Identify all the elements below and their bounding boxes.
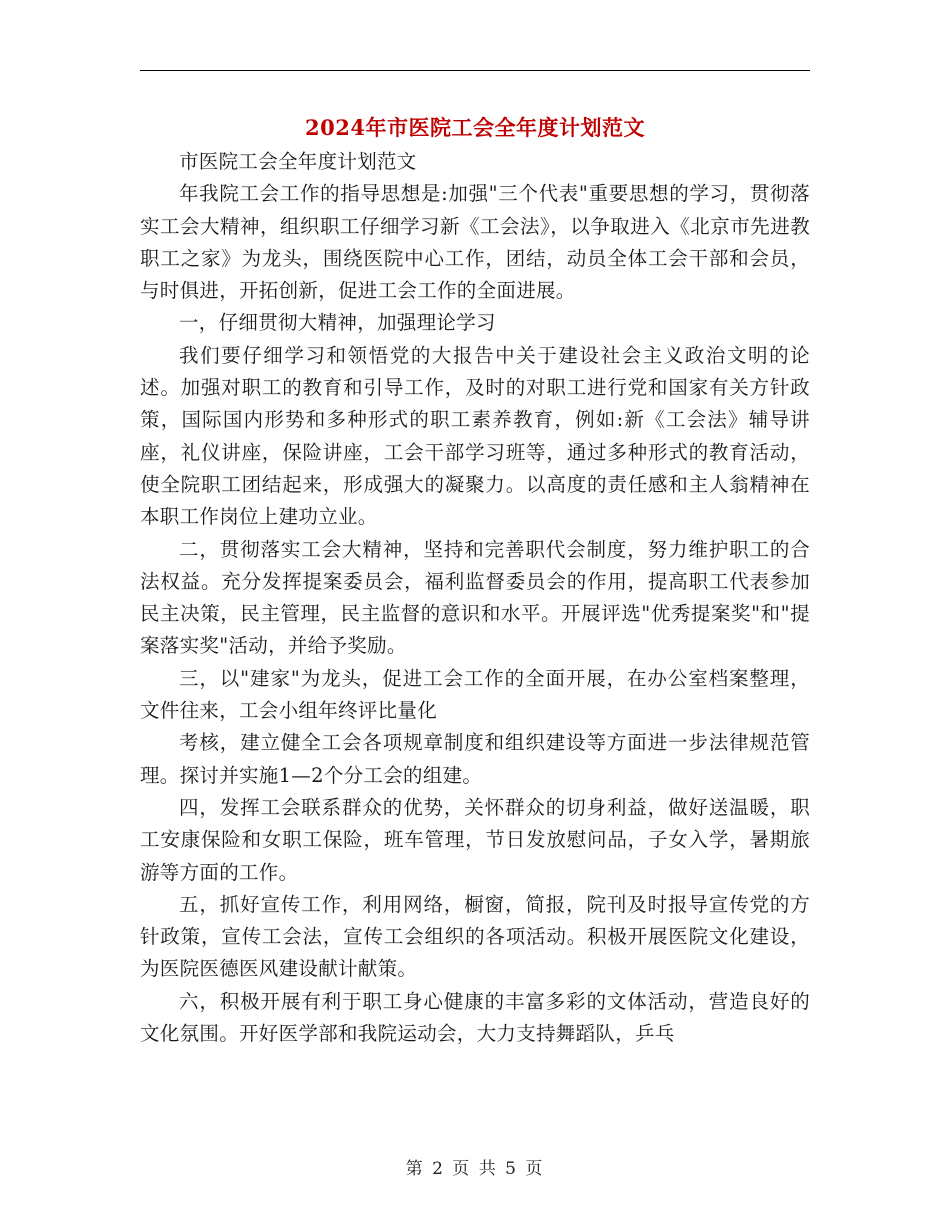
header-rule [140, 70, 810, 71]
subtitle-paragraph: 市医院工会全年度计划范文 [179, 150, 417, 173]
section-paragraph-6: 六，积极开展有利于职工身心健康的丰富多彩的文体活动，营造良好的文化氛围。开好医学部和我院运动会，大力支持舞蹈队，乒乓 [140, 989, 810, 1046]
section-paragraph-3: 三，以"建家"为龙头，促进工会工作的全面开展，在办公室档案整理，文件往来，工会小组年终评比量化 [140, 666, 810, 723]
section-heading-1: 一，仔细贯彻大精神，加强理论学习 [179, 311, 496, 335]
document-body [140, 146, 810, 1050]
body-paragraph: 考核，建立健全工会各项规章制度和组织建设等方面进一步法律规范管理。探讨并实施1—2个分工会的组建。 [140, 731, 810, 787]
document-title: 2024年市医院工会全年度计划范文 [305, 115, 645, 140]
section-paragraph-5: 五，抓好宣传工作，利用网络，橱窗，简报，院刊及时报导宣传党的方针政策，宣传工会法，宣传工会组织的各项活动。积极开展医院文化建设，为医院医德医风建设献计献策。 [140, 892, 810, 981]
section-paragraph-4: 四，发挥工会联系群众的优势，关怀群众的切身利益，做好送温暖，职工安康保险和女职工保险，班车管理，节日发放慰问品，子女入学，暑期旅游等方面的工作。 [140, 795, 810, 884]
page-number-footer: 第 2 页 共 5 页 [405, 1159, 545, 1179]
body-paragraph: 年我院工会工作的指导思想是:加强"三个代表"重要思想的学习，贯彻落实工会大精神，组织职工仔细学习新《工会法》，以争取进入《北京市先进教职工之家》为龙头，围绕医院中心工作，团结，动员全体工会干部和会员，与时俱进，开拓创新，促进工会工作的全面进展。 [140, 182, 810, 303]
section-paragraph-2: 二，贯彻落实工会大精神，坚持和完善职代会制度，努力维护职工的合法权益。充分发挥提案委员会，福利监督委员会的作用，提高职工代表参加民主决策，民主管理，民主监督的意识和水平。开展评选"优秀提案奖"和"提案落实奖"活动，并给予奖励。 [140, 537, 810, 658]
body-paragraph: 我们要仔细学习和领悟党的大报告中关于建设社会主义政治文明的论述。加强对职工的教育和引导工作，及时的对职工进行党和国家有关方针政策，国际国内形势和多种形式的职工素养教育，例如:新《工会法》辅导讲座，礼仪讲座，保险讲座，工会干部学习班等，通过多种形式的教育活动，使全院职工团结起来，形成强大的凝聚力。以高度的责任感和主人翁精神在本职工作岗位上建功立业。 [140, 343, 810, 529]
